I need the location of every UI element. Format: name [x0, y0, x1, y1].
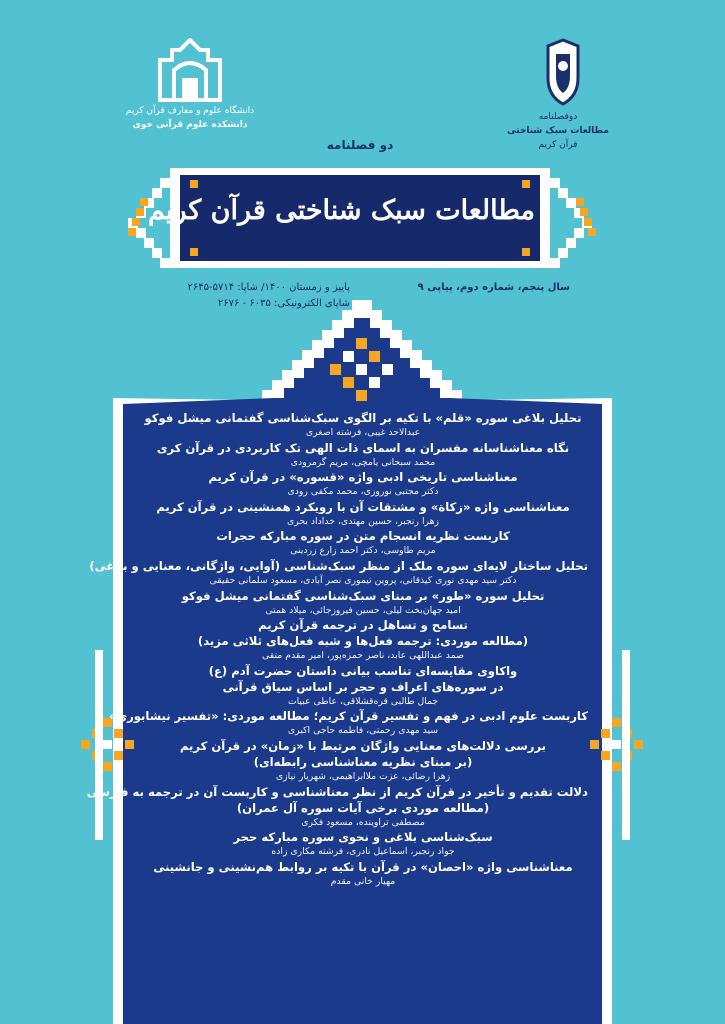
right-side-ornament [590, 740, 599, 749]
article-authors: دکتر سید مهدی نوری کیذقانی، پروین تیموری نصر آبادی، مسعود سلمانی حقیقی [209, 574, 517, 586]
banner-right-step [574, 228, 584, 238]
diamond-pixel [356, 338, 367, 349]
article-entry [138, 469, 588, 499]
article-authors: زهرا رنجبر، حسین مهتدی، خداداد بحری [286, 515, 440, 527]
mosque-emblem-icon [152, 38, 228, 102]
left-logo [152, 38, 228, 102]
diamond-pixel [343, 377, 354, 388]
left-side-ornament [81, 740, 90, 749]
banner-right-diamond [584, 218, 592, 226]
banner-right-step [550, 258, 560, 268]
banner-corner-dot [190, 180, 198, 188]
article-entry [138, 663, 588, 709]
left-side-ornament [125, 740, 134, 749]
article-authors: مهیار خانی مقدم [330, 875, 396, 887]
right-side-ornament [612, 762, 621, 771]
article-authors: جمال طالبی قره‌قشلاقی، عاطی عبیات [287, 695, 439, 707]
article-entry [138, 410, 588, 440]
banner-left-step [160, 178, 170, 188]
banner-right-step [558, 188, 568, 198]
article-title: سبک‌شناسی بلاغی و نحوی سوره مبارکه حجر [233, 830, 493, 845]
right-side-ornament [634, 740, 643, 749]
article-title: معناشناسی تاریخی ادبی واژه «قسوره» در قرآن کریم [208, 470, 518, 485]
season-issn-line: پاییز و زمستان ۱۴۰۰/ شاپا: ۵۷۱۴-۲۶۴۵ [187, 282, 350, 293]
article-entry [138, 588, 588, 618]
quran-university-emblem-icon [518, 38, 608, 108]
article-entry [138, 617, 588, 663]
right-side-ornament [612, 740, 621, 749]
diamond-pixel [369, 351, 380, 362]
right-side-ornament [601, 729, 610, 738]
article-entry [138, 528, 588, 558]
article-title: معناشناسی واژه «احصان» در قرآن با تکیه بر روابط هم‌نشینی و جانشینی [153, 859, 573, 874]
article-authors: سید مهدی رحمتی، فاطمه حاجی اکبری [287, 725, 439, 737]
banner-left-diamond [132, 218, 140, 226]
article-title: معناشناسی واژه «زکاة» و مشتقات آن با رویکرد همنشینی در قرآن کریم [156, 499, 570, 514]
article-title: نگاه معناشناسانه مفسران به اسمای ذات الهی تک کاربردی در قرآن کری [156, 440, 570, 455]
diamond-pixel [356, 390, 367, 401]
biannual-label: دو فصلنامه [326, 138, 394, 152]
banner-right-step [566, 198, 576, 208]
article-authors: مریم طاوسی، دکتر احمد زارع زردینی [290, 545, 436, 557]
right-side-ornament [612, 718, 621, 727]
banner-right-diamond [588, 228, 596, 236]
article-title-line2: (مطالعه موردی برخی آیات سوره آل عمران) [236, 800, 490, 815]
article-authors: جواد رنجبر، اسماعیل نادری، فرشته مکاری زاده [271, 846, 455, 858]
article-title: تسامح و تساهل در ترجمه قرآن کریم [258, 618, 468, 633]
banner-left-step [152, 248, 162, 258]
right-logo-caption [488, 110, 628, 152]
left-side-ornament [103, 762, 112, 771]
journal-title: مطالعات سبک شناختی قرآن کریم [148, 195, 535, 226]
left-side-ornament [114, 751, 123, 760]
banner-left-step [136, 228, 146, 238]
banner-left-diamond [140, 198, 148, 206]
banner-corner-dot [190, 248, 198, 256]
right-frame-bar [622, 650, 630, 840]
diamond-pixel [330, 364, 341, 375]
banner-right-step [550, 178, 560, 188]
article-authors: مصطفی تراوینده، مسعود فکری [301, 816, 425, 828]
banner-right-diamond [580, 208, 588, 216]
article-title-line2: در سوره‌های اعراف و حجر بر اساس سیاق قرآنی [222, 679, 504, 694]
right-logo-line2: مطالعات سبک شناختی [507, 126, 609, 136]
article-title-line2: (مطالعه موردی: ترجمه فعل‌ها و شبه فعل‌های ثلاثی مزید) [197, 634, 529, 649]
left-side-ornament [103, 740, 112, 749]
banner-left-diamond [128, 228, 136, 236]
article-title: کاربست نظریه انسجام متن در سوره مبارکه حجرات [216, 529, 510, 544]
issue-line: سال پنجم، شماره دوم، پیاپی ۹ [417, 282, 570, 293]
right-logo [518, 38, 608, 108]
banner-left-diamond [136, 208, 144, 216]
left-frame-bar [95, 650, 103, 840]
article-title: تحلیل سوره «طور» بر مبنای سبک‌شناسی گفتمانی میشل فوکو [181, 588, 545, 603]
left-logo-caption [110, 104, 270, 132]
article-entry [89, 558, 588, 588]
diamond-pixel [369, 377, 380, 388]
banner-right-step [558, 248, 568, 258]
article-title: بررسی دلالت‌های معنایی واژگان مرتبط با «زمان» در قرآن کریم [179, 738, 547, 753]
article-entry [108, 708, 588, 738]
diamond-pixel [343, 351, 354, 362]
diamond-pixel [356, 364, 367, 375]
article-authors: زهرا رضائی، عزت ملاابراهیمی، شهریار نیازی [275, 770, 451, 782]
banner-right-step [566, 238, 576, 248]
right-logo-line1: دوفصلنامه [538, 112, 578, 122]
eissn-line: شاپای الکترونیکی: ۶۰۳۵ - ۲۶۷۶ [217, 298, 350, 309]
article-authors: محمد سبحانی یامچی، مریم گرمرودی [290, 456, 436, 468]
article-entry [138, 829, 588, 859]
article-entry [138, 859, 588, 889]
right-logo-line3: قرآن کریم [538, 140, 578, 150]
article-title: کاربست علوم ادبی در فهم و تفسیر قرآن کریم؛ مطالعه موردی: «تفسیر نیشابوری» [108, 709, 588, 724]
left-logo-line2: دانشکده علوم قرآنی خوی [132, 120, 248, 130]
left-logo-line1: دانشگاه علوم و معارف قرآن کریم [125, 106, 255, 116]
article-entry [138, 440, 588, 470]
banner-corner-dot [522, 180, 530, 188]
banner-right-diamond [576, 198, 584, 206]
right-side-ornament [601, 751, 610, 760]
article-title: تحلیل بلاغی سوره «قلم» با تکیه بر الگوی سبک‌شناسی گفتمانی میشل فوکو [144, 411, 582, 425]
article-entry [86, 784, 588, 830]
article-title: واکاوی مقایسه‌ای تناسب بیانی داستان حضرت آدم (ع) [208, 663, 518, 678]
article-title: دلالت تقدیم و تأخیر در قرآن کریم از نظر معناشناسی و کاربست آن در ترجمه به فارسی [86, 784, 588, 799]
diamond-pixel [382, 364, 393, 375]
table-of-contents [86, 410, 588, 888]
article-authors: دکتر مجتبی نوروزی، محمد مکفی رودی [287, 486, 439, 498]
article-authors: امید جهان‌بخت لیلی، حسین فیروزجائی، میلاد همتی [265, 604, 461, 616]
article-authors: صمد عبداللهی عابد، ناصر حمزه‌پور، امیر مقدم متقی [262, 650, 464, 662]
article-entry [138, 738, 588, 784]
article-authors: عبدالاحد غیبی، فرشته اصغری [305, 427, 421, 438]
banner-corner-dot [522, 248, 530, 256]
banner-left-step [160, 258, 170, 268]
banner-left-step [144, 238, 154, 248]
article-entry [138, 499, 588, 529]
article-title: تحلیل ساختار لایه‌ای سوره ملک از منظر سبک‌شناسی (آوایی، واژگانی، معنایی و بلاغی) [89, 558, 588, 573]
left-side-ornament [114, 729, 123, 738]
article-title-line2: (بر مبنای نظریه معناشناسی رابطه‌ای) [253, 754, 473, 769]
